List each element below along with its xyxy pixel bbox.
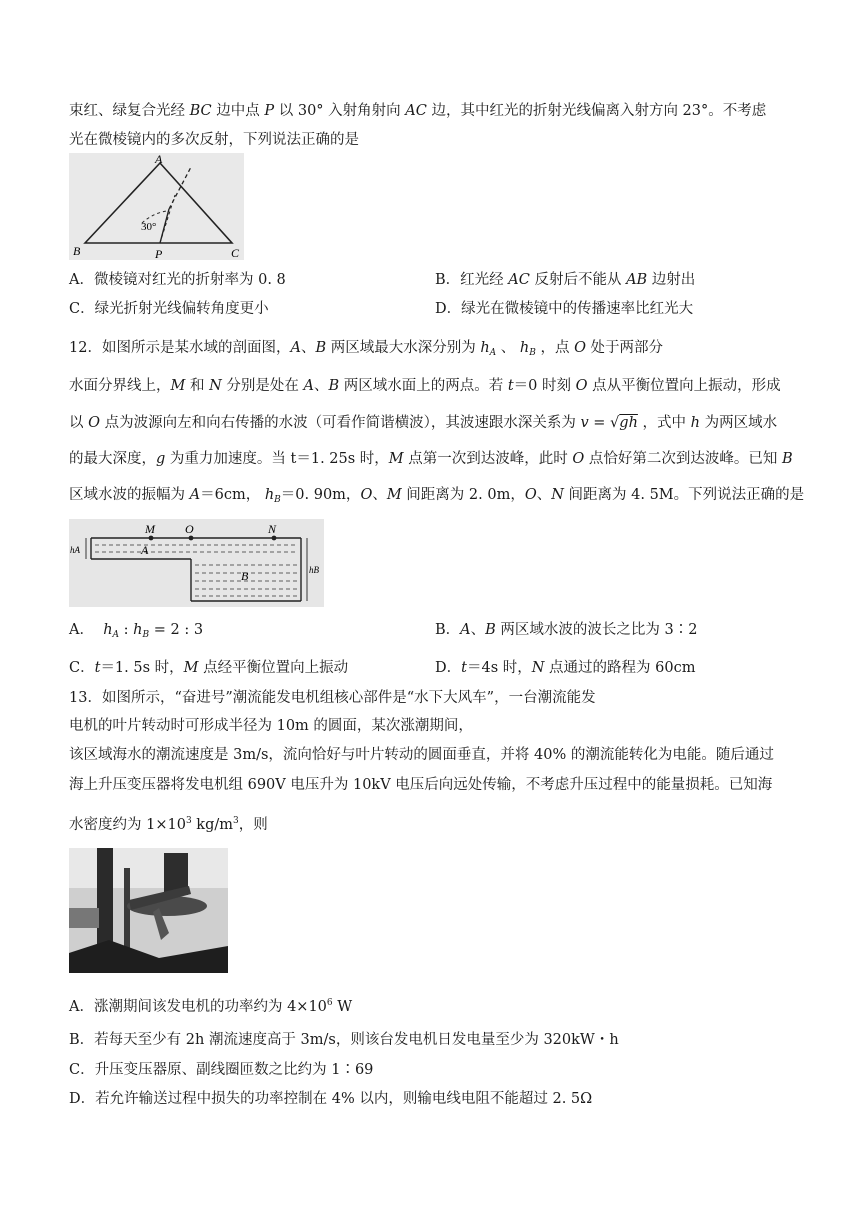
q11-stem-line1: 束红、绿复合光经 BC 边中点 P 以 30° 入射角射向 AC 边，其中红光的折射光线偏离入射方向 23°。不考虑	[69, 103, 767, 119]
q12-stem-line4: 的最大深度，g 为重力加速度。当 t＝1. 25s 时，M 点第一次到达波峰，此时 O 点恰好第二次到达波峰。已知 B	[69, 451, 793, 467]
region-a-label: A	[141, 543, 149, 557]
q11-option-b[interactable]: B．红光经 AC 反射后不能从 AB 边射出	[435, 272, 696, 288]
q13-option-c[interactable]: C．升压变压器原、副线圈匝数之比约为 1∶69	[69, 1062, 374, 1078]
vertex-c-label: C	[231, 246, 240, 260]
ha-label: hA	[70, 545, 80, 555]
q13-stem-line1: 13．如图所示，“奋进号”潮流能发电机组核心部件是“水下大风车”，一台潮流能发	[69, 690, 596, 706]
point-p-label: P	[155, 247, 163, 260]
q12-stem-line2: 水面分界线上，M 和 N 分别是处在 A、B 两区域水面上的两点。若 t＝0 时刻 O 点从平衡位置向上振动，形成	[69, 378, 781, 394]
turbine-photo	[69, 848, 228, 973]
vertex-b-label: B	[73, 244, 81, 258]
q12-option-b[interactable]: B．A、B 两区域水波的波长之比为 3∶2	[435, 622, 698, 638]
q12-stem-line1: 12．如图所示是某水域的剖面图，A、B 两区域最大水深分别为 $h_A$ 、 $h_B$ ，点 O 处于两部分	[69, 340, 664, 358]
q12-option-c[interactable]: C．t＝1. 5s 时，M 点经平衡位置向上振动	[69, 660, 349, 676]
q12-option-a[interactable]: A． $h_A$ : $h_B = 2$ : 3	[69, 622, 204, 640]
q11-option-c[interactable]: C．绿光折射光线偏转角度更小	[69, 301, 269, 317]
q13-stem-line2: 电机的叶片转动时可形成半径为 10m 的圆面，某次涨潮期间，	[69, 718, 473, 734]
vertex-a-label: A	[155, 153, 163, 166]
point-m-label: M	[145, 522, 155, 536]
hb-label: hB	[309, 565, 319, 575]
q13-stem-line4: 海上升压变压器将发电机组 690V 电压升为 10kV 电压后向远处传输，不考虑升压过程中的能量损耗。已知海	[69, 777, 773, 793]
water-profile-figure	[69, 519, 324, 607]
q13-stem-line5: 水密度约为 $1\times 10^3$ $kg/m^3$，则	[69, 816, 268, 833]
q13-option-d[interactable]: D．若允许输送过程中损失的功率控制在 4% 以内，则输电线电阻不能超过 2. 5Ω	[69, 1091, 593, 1107]
q11-option-a[interactable]: A．微棱镜对红光的折射率为 0. 8	[69, 272, 286, 288]
q11-stem-line2: 光在微棱镜内的多次反射，下列说法正确的是	[69, 132, 359, 148]
q12-stem-line3: 以 O 点为波源向左和向右传播的水波（可看作简谐横波），其波速跟水深关系为 v = √gh ，式中 h 为两区域水	[69, 415, 778, 431]
region-b-label: B	[241, 569, 249, 583]
prism-figure	[69, 153, 244, 260]
point-n-label: N	[268, 522, 277, 536]
angle-label: 30°	[141, 221, 157, 233]
q13-option-a[interactable]: A．涨潮期间该发电机的功率约为 $4\times 10^6$ W	[69, 998, 353, 1015]
q13-stem-line3: 该区域海水的潮流速度是 3m/s，流向恰好与叶片转动的圆面垂直，并将 40% 的潮流能转化为电能。随后通过	[69, 747, 774, 763]
point-o-label: O	[185, 522, 194, 536]
q13-option-b[interactable]: B．若每天至少有 2h 潮流速度高于 3m/s，则该台发电机日发电量至少为 320kW・h	[69, 1032, 619, 1048]
q12-stem-line5: 区域水波的振幅为 A＝6cm， $h_B=0$. 90m，O、M 间距离为 2. 0m，O、N 间距离为 4. 5M。下列说法正确的是	[69, 487, 805, 505]
q11-option-d[interactable]: D．绿光在微棱镜中的传播速率比红光大	[435, 301, 694, 317]
q12-option-d[interactable]: D．t＝4s 时，N 点通过的路程为 60cm	[435, 660, 696, 676]
